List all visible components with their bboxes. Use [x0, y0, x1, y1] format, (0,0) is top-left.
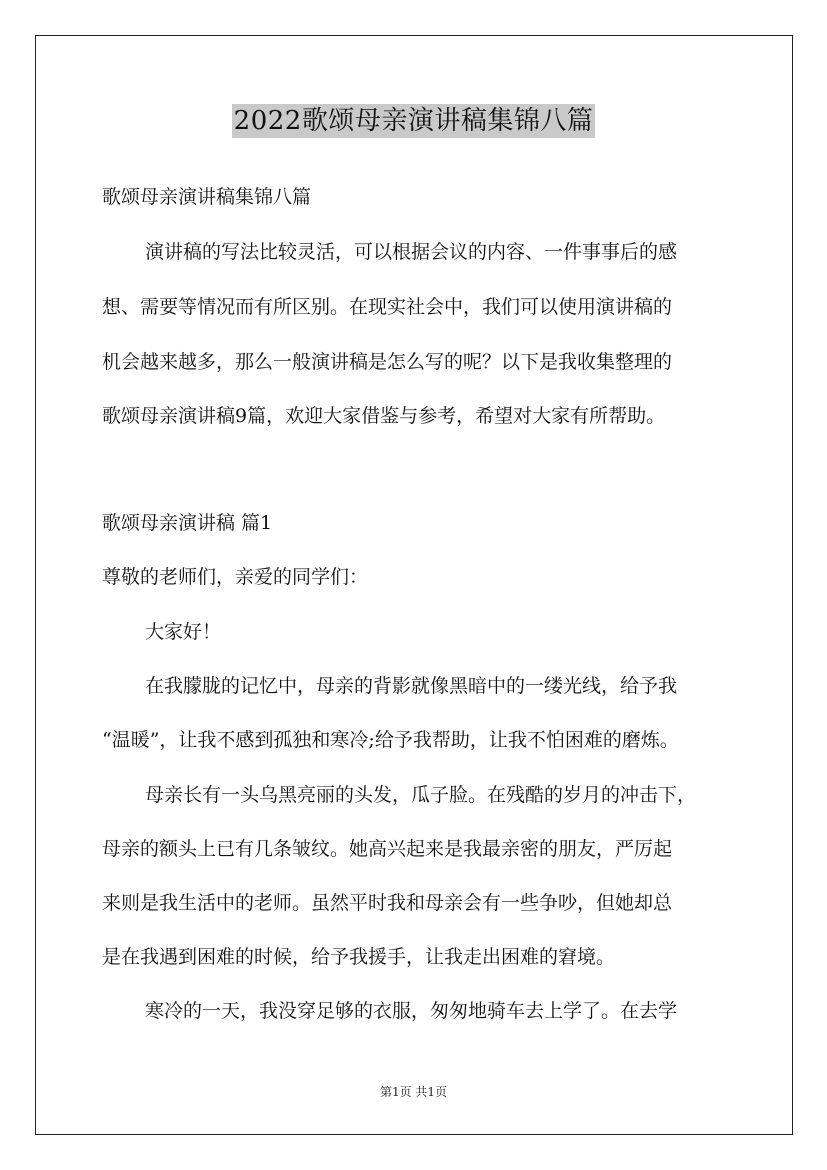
body-line-1: 在我朦胧的记忆中，母亲的背影就像黑暗中的一缕光线，给予我	[145, 675, 678, 697]
body-line-6: 是在我遇到困难的时候，给予我援手，让我走出困难的窘境。	[102, 946, 616, 968]
body-line-4: 母亲的额头上已有几条皱纹。她高兴起来是我最亲密的朋友，严厉起	[102, 838, 673, 860]
body-line-5: 来则是我生活中的老师。虽然平时我和母亲会有一些争吵，但她却总	[102, 892, 673, 914]
document-title: 2022歌颂母亲演讲稿集锦八篇	[233, 106, 594, 136]
page-footer: 第1页 共1页	[379, 1085, 448, 1099]
document-subtitle: 歌颂母亲演讲稿集锦八篇	[102, 186, 312, 208]
intro-line-1: 演讲稿的写法比较灵活，可以根据会议的内容、一件事事后的感	[145, 241, 678, 263]
intro-line-3: 机会越来越多，那么一般演讲稿是怎么写的呢？以下是我收集整理的	[102, 351, 673, 373]
section-heading: 歌颂母亲演讲稿 篇1	[102, 512, 273, 534]
body-line-3: 母亲长有一头乌黑亮丽的头发，瓜子脸。在残酷的岁月的冲击下，	[145, 784, 697, 806]
title-container	[0, 104, 827, 138]
salutation: 尊敬的老师们，亲爱的同学们：	[102, 566, 369, 588]
greeting: 大家好！	[145, 621, 222, 643]
intro-line-2: 想、需要等情况而有所区别。在现实社会中，我们可以使用演讲稿的	[102, 296, 673, 318]
intro-line-4: 歌颂母亲演讲稿9篇，欢迎大家借鉴与参考，希望对大家有所帮助。	[102, 405, 666, 427]
body-line-2: “温暖”，让我不感到孤独和寒冷;给予我帮助，让我不怕困难的磨炼。	[102, 729, 679, 751]
body-line-7: 寒冷的一天，我没穿足够的衣服，匆匆地骑车去上学了。在去学	[145, 1000, 678, 1022]
